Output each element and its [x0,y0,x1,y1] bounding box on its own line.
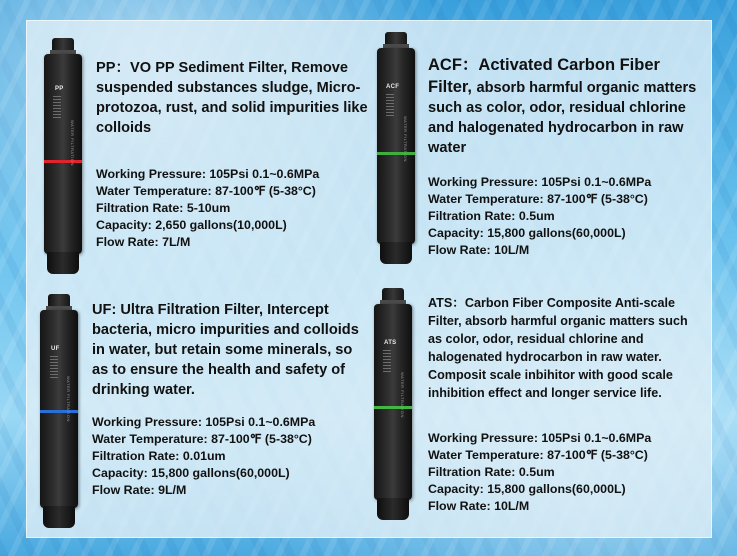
pp-color-band [44,160,82,163]
uf-spec-flow: Flow Rate: 9L/M [92,483,187,497]
acf-specs [428,174,700,259]
uf-color-band [40,410,78,413]
pp-filter-label: PP [55,86,64,92]
pp-spec-flow: Flow Rate: 7L/M [96,235,191,249]
acf-spec-capacity: Capacity: 15,800 gallons(60,000L) [428,226,626,240]
uf-specs [92,414,364,499]
ats-spec-filtration: Filtration Rate: 0.5um [428,465,555,479]
ats-specs [428,430,700,515]
pp-spec-pressure: Working Pressure: 105Psi 0.1~0.6MPa [96,167,320,181]
ats-spec-capacity: Capacity: 15,800 gallons(60,000L) [428,482,626,496]
pp-spec-filtration: Filtration Rate: 5-10um [96,201,231,215]
uf-spec-temperature: Water Temperature: 87-100℉ (5-38°C) [92,432,312,446]
pp-specs [96,166,368,251]
acf-filter-label: ACF [386,84,400,90]
ats-spec-temperature: Water Temperature: 87-100℉ (5-38°C) [428,448,648,462]
acf-spec-flow: Flow Rate: 10L/M [428,243,530,257]
acf-spec-pressure: Working Pressure: 105Psi 0.1~0.6MPa [428,175,652,189]
uf-filter-label: UF [51,346,60,352]
pp-spec-temperature: Water Temperature: 87-100℉ (5-38°C) [96,184,316,198]
uf-spec-capacity: Capacity: 15,800 gallons(60,000L) [92,466,290,480]
acf-description: ACF：Activated Carbon Fiber Filter, absorb harmful organic matters such as color, odor, residual chlorine and halogenated hydrocarbon in raw water [428,56,697,156]
ats-description: ATS：Carbon Fiber Composite Anti-scale Filter, absorb harmful organic matters such as color, odor, residual chlorine and halogenated hydrocarbon in raw water. Composit scale inbihitor with good scale inhibition effect and longer service life. [428,296,688,400]
acf-color-band [377,152,415,155]
ats-spec-flow: Flow Rate: 10L/M [428,499,530,513]
uf-description: UF: Ultra Filtration Filter, Intercept bacteria, micro impurities and colloids in water, but retain some minerals, so as to ensure the health and safety of drinking water. [92,302,359,398]
ats-filter-label: ATS [384,340,397,346]
acf-title: ACF：Activated Carbon Fiber Filter, [428,56,660,96]
ats-color-band [374,406,412,409]
uf-spec-pressure: Working Pressure: 105Psi 0.1~0.6MPa [92,415,316,429]
uf-spec-filtration: Filtration Rate: 0.01um [92,449,226,463]
ats-spec-pressure: Working Pressure: 105Psi 0.1~0.6MPa [428,431,652,445]
pp-description: PP：VO PP Sediment Filter, Remove suspended substances sludge, Micro-protozoa, rust, and solid impurities like colloids [96,60,368,136]
acf-spec-temperature: Water Temperature: 87-100℉ (5-38°C) [428,192,648,206]
pp-spec-capacity: Capacity: 2,650 gallons(10,000L) [96,218,287,232]
acf-spec-filtration: Filtration Rate: 0.5um [428,209,555,223]
